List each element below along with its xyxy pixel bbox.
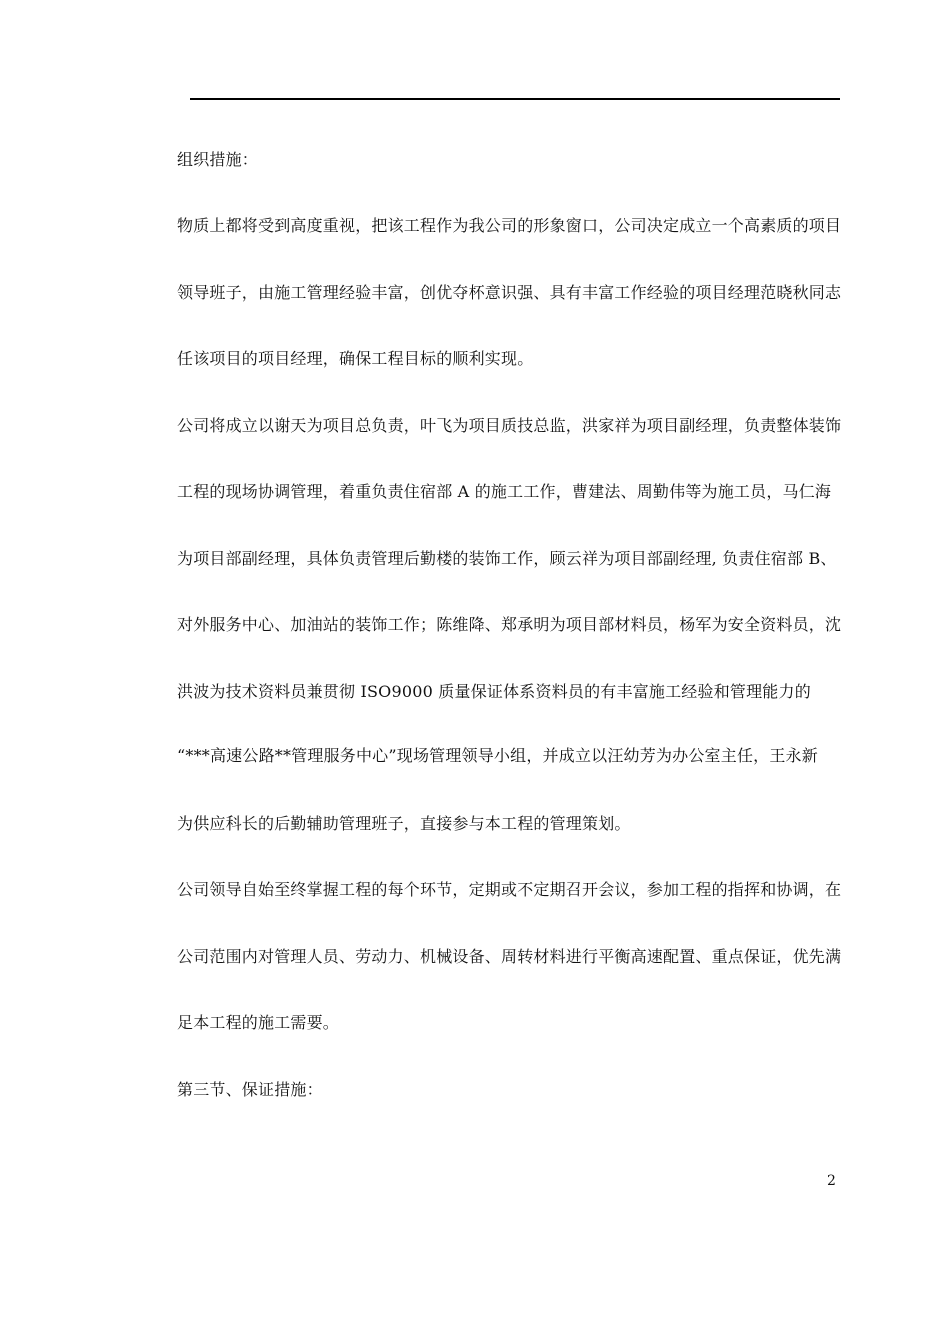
paragraph-line: 洪波为技术资料员兼贯彻 ISO9000 质量保证体系资料员的有丰富施工经验和管理能力的: [177, 682, 811, 701]
paragraph-line: 工程的现场协调管理，着重负责住宿部 A 的施工工作，曹建法、周勤伟等为施工员，马仁海: [177, 482, 832, 501]
paragraph-line: 公司范围内对管理人员、劳动力、机械设备、周转材料进行平衡高速配置、重点保证，优先满: [177, 947, 842, 966]
header-rule: [190, 98, 840, 100]
paragraph-line: “***高速公路**管理服务中心”现场管理领导小组，并成立以汪幼芳为办公室主任，王永新: [177, 746, 818, 765]
section-heading-organization: 组织措施：: [177, 150, 259, 169]
page-number: 2: [827, 1173, 836, 1189]
paragraph-line: 领导班子，由施工管理经验丰富，创优夺杯意识强、具有丰富工作经验的项目经理范晓秋同志: [177, 283, 842, 302]
paragraph-line: 物质上都将受到高度重视，把该工程作为我公司的形象窗口，公司决定成立一个高素质的项目: [177, 216, 842, 235]
section-heading-guarantee: 第三节、保证措施：: [177, 1080, 323, 1099]
paragraph-line: 对外服务中心、加油站的装饰工作；陈维降、郑承明为项目部材料员，杨军为安全资料员，沈: [177, 615, 842, 634]
paragraph-line: 公司领导自始至终掌握工程的每个环节，定期或不定期召开会议，参加工程的指挥和协调，在: [177, 880, 842, 899]
paragraph-line: 足本工程的施工需要。: [177, 1013, 340, 1032]
paragraph-line: 公司将成立以谢天为项目总负责，叶飞为项目质技总监，洪家祥为项目副经理，负责整体装饰: [177, 416, 842, 435]
paragraph-line: 为项目部副经理，具体负责管理后勤楼的装饰工作，顾云祥为项目部副经理, 负责住宿部 B、: [177, 549, 837, 568]
paragraph-line: 任该项目的项目经理，确保工程目标的顺利实现。: [177, 349, 534, 368]
paragraph-line: 为供应科长的后勤辅助管理班子，直接参与本工程的管理策划。: [177, 814, 631, 833]
